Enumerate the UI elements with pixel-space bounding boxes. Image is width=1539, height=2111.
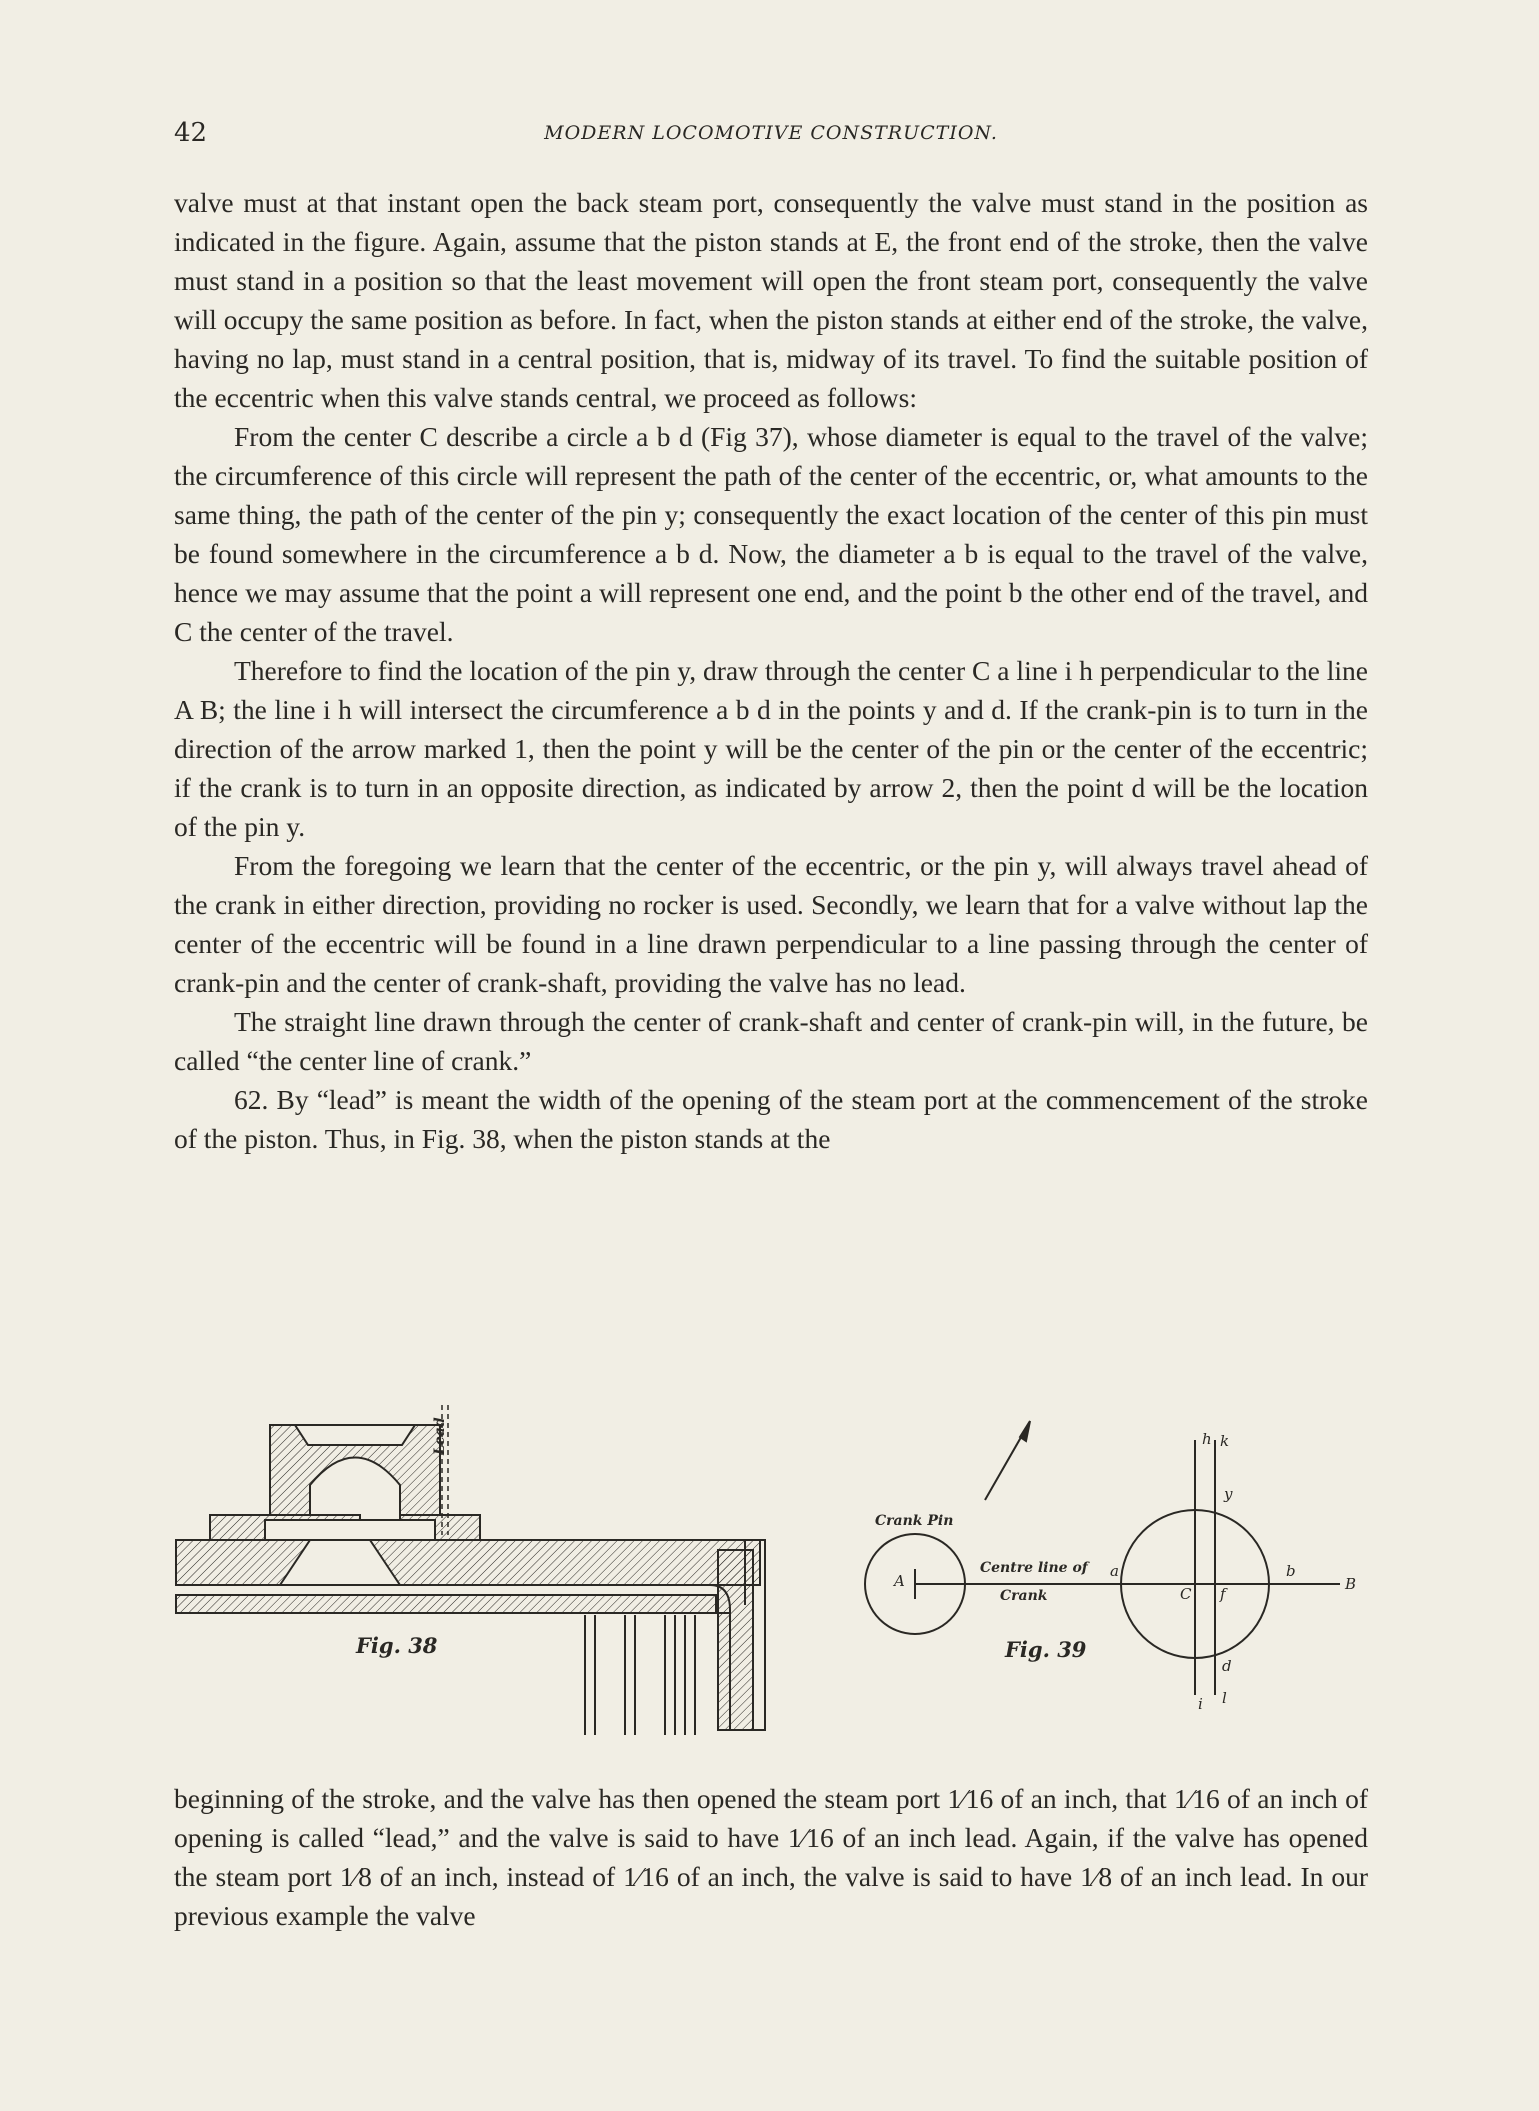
point-k-label: k	[1220, 1432, 1230, 1450]
paragraph: Therefore to find the location of the pin y, draw through the center C a line i h perpendicular to the line A B; the line i h will intersect the circumference a b d in the points y and d. If the crank-pin is to turn in the direction of the arrow marked 1, then the point y will be the center of the pin or the center of the eccentric; if the crank is to turn in an opposite direction, as indicated by arrow 2, then the point d will be the location of the pin y.	[174, 655, 1368, 842]
arrow-head	[1020, 1421, 1030, 1441]
running-title: MODERN LOCOMOTIVE CONSTRUCTION.	[544, 122, 998, 144]
figure-39-drawing	[865, 1421, 1340, 1695]
point-f-label: f	[1220, 1585, 1226, 1603]
paragraph: The straight line drawn through the center of crank-shaft and center of crank-pin will, in the future, be called “the center line of crank.”	[174, 1006, 1368, 1076]
page-number: 42	[174, 118, 208, 148]
paragraph: beginning of the stroke, and the valve has then opened the steam port 1⁄16 of an inch, that 1⁄16 of an inch of opening is called “lead,” and the valve is said to have 1⁄16 of an inch lead. Again, if the valve has opened the steam port 1⁄8 of an inch, instead of 1⁄16 of an inch, the valve is said to have 1⁄8 of an inch lead. In our previous example the valve	[174, 1783, 1368, 1931]
point-y-label: y	[1224, 1485, 1233, 1503]
paragraph: valve must at that instant open the back steam port, consequently the valve must stand in the position as indicated in the figure. Again, assume that the piston stands at E, the front end of the stroke, then the valve must stand in a position so that the least movement will open the front steam port, consequently the valve will occupy the same position as before. In fact, when the piston stands at either end of the stroke, the valve, having no lap, must stand in a central position, that is, midway of its travel. To find the suitable position of the eccentric when this valve stands central, we proceed as follows:	[174, 187, 1368, 413]
point-h-label: h	[1202, 1430, 1212, 1448]
point-b-label: b	[1286, 1562, 1296, 1580]
figures	[170, 1385, 1390, 1745]
body-text-bottom	[174, 1779, 1368, 1935]
point-C-label: C	[1180, 1585, 1192, 1603]
point-d-label: d	[1222, 1657, 1232, 1675]
crank-pin-label: Crank Pin	[875, 1513, 954, 1529]
point-a-label: a	[1110, 1562, 1119, 1580]
centre-line-label-1: Centre line of	[980, 1560, 1088, 1576]
paragraph: From the center C describe a circle a b d (Fig 37), whose diameter is equal to the travel of the valve; the circumference of this circle will represent the path of the center of the eccentric, or, what amounts to the same thing, the path of the center of the pin y; consequently the exact location of the center of this pin must be found somewhere in the circumference a b d. Now, the diameter a b is equal to the travel of the valve, hence we may assume that the point a will represent one end, and the point b the other end of the travel, and C the center of the travel.	[174, 421, 1368, 647]
body-text-top	[174, 183, 1368, 1158]
paragraph: From the foregoing we learn that the center of the eccentric, or the pin y, will always travel ahead of the crank in either direction, providing no rocker is used. Secondly, we learn that for a valve without lap the center of the eccentric will be found in a line drawn perpendicular to a line passing through the center of crank-pin and the center of crank-shaft, providing the valve has no lead.	[174, 850, 1368, 998]
lead-label: Lead	[432, 1417, 448, 1455]
point-B-label: B	[1345, 1575, 1357, 1593]
point-A-label: A	[894, 1572, 905, 1590]
figure-38-drawing	[176, 1405, 765, 1735]
figure-39-caption: Fig. 39	[1005, 1637, 1087, 1662]
centre-line-label-2: Crank	[1000, 1588, 1048, 1604]
page-header	[174, 118, 1368, 152]
point-i-label: i	[1198, 1695, 1203, 1713]
figure-38-caption: Fig. 38	[356, 1633, 438, 1658]
paragraph: 62. By “lead” is meant the width of the opening of the steam port at the commencement of the stroke of the piston. Thus, in Fig. 38, when the piston stands at the	[174, 1084, 1368, 1154]
point-l-label: l	[1222, 1689, 1227, 1707]
